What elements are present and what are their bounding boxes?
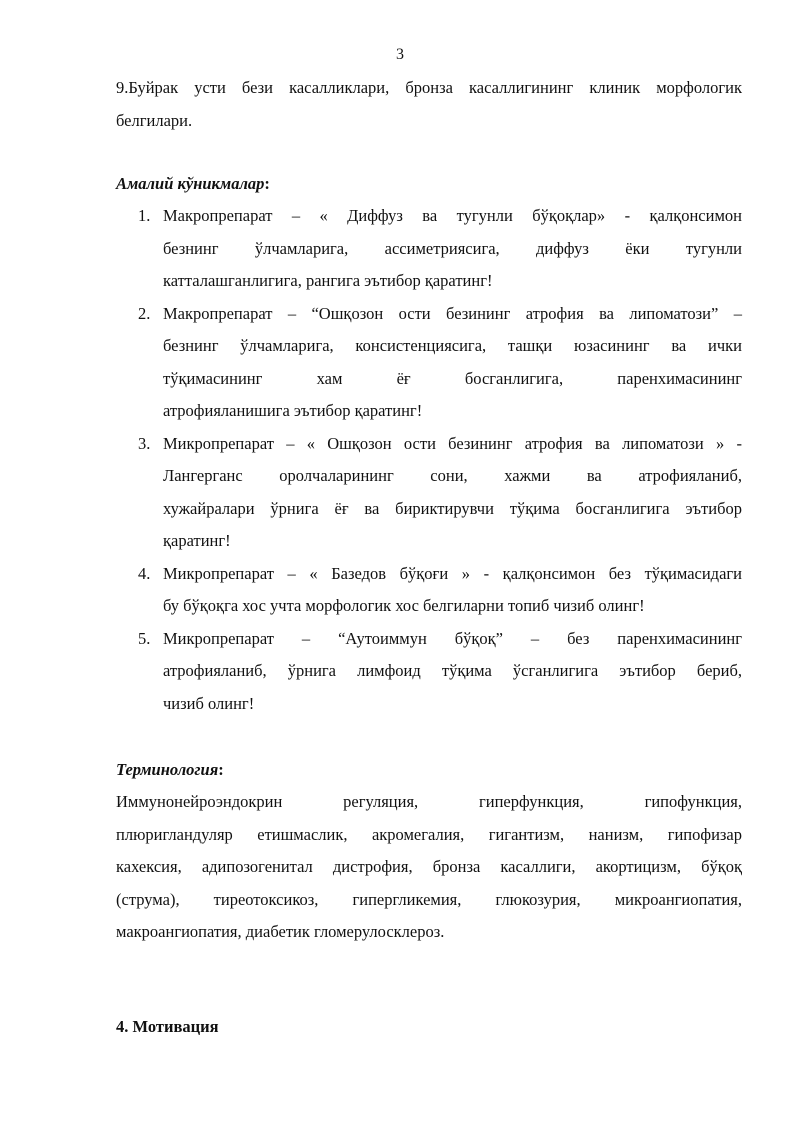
skill-number: 1. (138, 206, 151, 225)
skill-line: чизиб олинг! (163, 693, 255, 713)
skill-line: катталашганлигига, рангига эътибор қаратинг! (163, 271, 493, 290)
skill-item (116, 623, 742, 721)
terminology-line: кахексия, адипозогенитал дистрофия, бронза касаллиги, акортицизм, бўқоқ (116, 857, 742, 876)
skill-line: қаратинг! (163, 531, 231, 550)
skill-line: бу бўқоқга хос учта морфологик хос белгиларни топиб чизиб олинг! (163, 596, 645, 615)
skills-heading (116, 168, 742, 201)
skill-item (116, 428, 742, 558)
terminology-heading-text: Терминология (116, 760, 219, 779)
skill-number: 3. (138, 433, 151, 453)
intro-line: 9.Буйрак усти бези касалликлари, бронза касаллигининг клиник морфологик (116, 78, 742, 97)
skill-line: Макропрепарат – “Ошқозон ости безининг атрофия ва липоматози” – (163, 303, 742, 323)
skill-line: безнинг ўлчамларига, ассиметриясига, диффуз ёки тугунли (163, 238, 742, 258)
skill-line: хужайралари ўрнига ёғ ва бириктирувчи тўқима босганлигига эътибор (163, 498, 742, 518)
terminology-line: макроангиопатия, диабетик гломерулосклероз. (116, 922, 445, 941)
skill-line: атрофияланишига эътибор қаратинг! (163, 401, 423, 420)
skill-line: безнинг ўлчамларига, консистенциясига, ташқи юзасининг ва ички (163, 336, 742, 355)
skill-line: Лангерганс оролчаларининг сони, хажми ва атрофияланиб, (163, 466, 742, 485)
skills-list (116, 200, 742, 720)
skill-number: 5. (138, 628, 151, 648)
skill-line: тўқимасининг хам ёғ босганлигига, паренхимасининг (163, 368, 742, 388)
skill-line: Макропрепарат – « Диффуз ва тугунли бўқоқлар» - қалқонсимон (163, 206, 742, 225)
intro-item-9 (116, 72, 742, 137)
terminology-line: плюригландуляр етишмаслик, акромегалия, гигантизм, нанизм, гипофизар (116, 824, 742, 844)
skill-line: Микропрепарат – « Базедов бўқоғи » - қалқонсимон без тўқимасидаги (163, 563, 742, 583)
skill-line: Микропрепарат – « Ошқозон ости безининг атрофия ва липоматози » - (163, 433, 742, 453)
skill-item (116, 200, 742, 298)
terminology-heading-colon: : (218, 760, 224, 779)
terminology-heading (116, 754, 742, 787)
terminology-paragraph (116, 786, 742, 949)
skill-number: 4. (138, 563, 151, 583)
skill-number: 2. (138, 303, 151, 323)
terminology-line: (струма), тиреотоксикоз, гипергликемия, глюкозурия, микроангиопатия, (116, 889, 742, 909)
page-number: 3 (396, 46, 404, 63)
skill-item (116, 298, 742, 428)
skill-line: атрофияланиб, ўрнига лимфоид тўқима ўсганлигига эътибор бериб, (163, 661, 742, 680)
terminology-line: Иммунонейроэндокрин регуляция, гиперфункция, гипофункция, (116, 792, 742, 811)
intro-line: белгилари. (116, 110, 193, 130)
skill-line: Микропрепарат – “Аутоиммун бўқоқ” – без паренхимасининг (163, 628, 742, 648)
skills-heading-text: Амалий кўникмалар (116, 174, 265, 193)
motivation-title: 4. Мотивация (116, 1017, 219, 1036)
skills-heading-colon: : (264, 174, 270, 193)
skill-item (116, 558, 742, 623)
